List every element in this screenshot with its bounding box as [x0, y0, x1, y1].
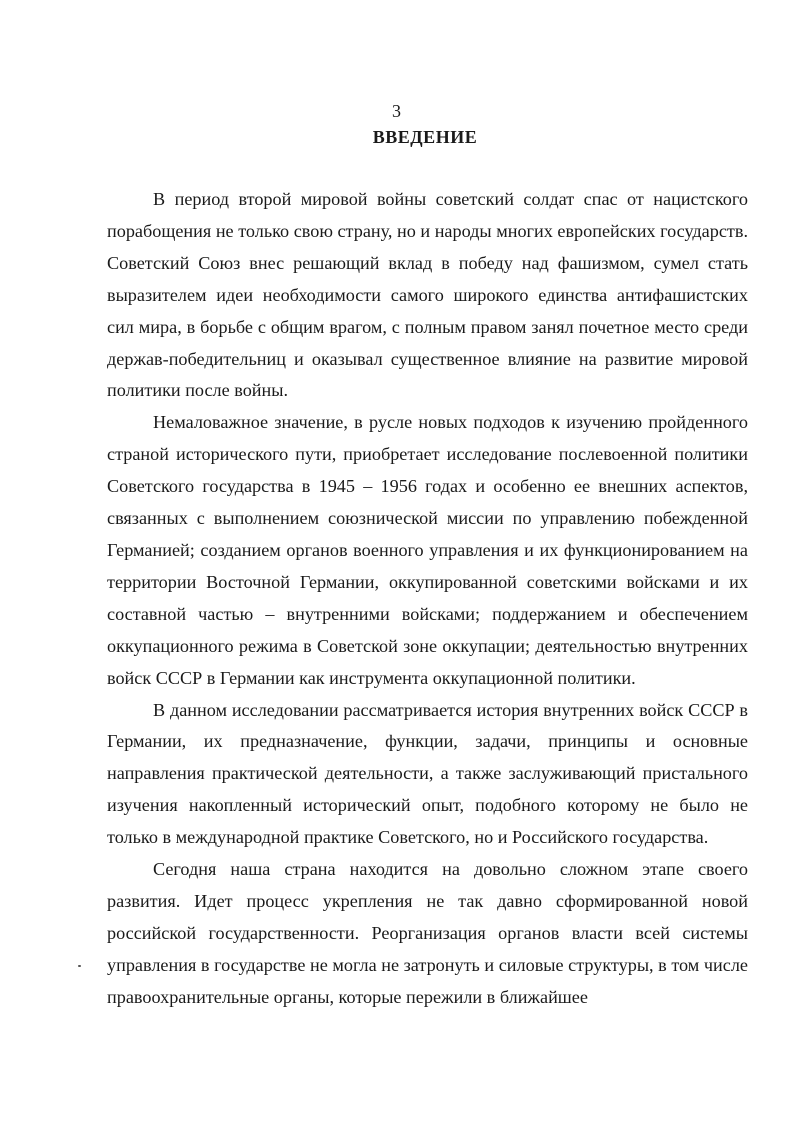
paragraph: В период второй мировой войны советский солдат спас от нацистского порабощения не только свою страну, но и народы многих европейских государств. Советский Союз внес решающий вклад в победу над фашизмом, сумел стать выразителем идеи необходимости самого широкого единства антифашистских сил мира, в борьбе с общим врагом, с полным правом занял почетное место среди держав-победительниц и оказывал существенное влияние на развитие мировой политики после войны.	[107, 189, 748, 401]
body-text	[107, 184, 748, 1014]
paragraph: Сегодня наша страна находится на довольно сложном этапе своего развития. Идет процесс укрепления не так давно сформированной новой российской государственности. Реорганизация органов власти всей системы управления в государстве не могла не затронуть и силовые структуры, в том числе правоохранительные органы, которые пережили в ближайшее	[107, 859, 748, 1007]
paragraph: В данном исследовании рассматривается история внутренних войск СССР в Германии, их предназначение, функции, задачи, принципы и основные направления практической деятельности, а также заслуживающий пристального изучения накопленный исторический опыт, подобного которому не было не только в международной практике Советского, но и Российского государства.	[107, 699, 748, 848]
scan-speck	[78, 965, 81, 967]
paragraph: Немаловажное значение, в русле новых подходов к изучению пройденного страной исторического пути, приобретает исследование послевоенной политики Советского государства в 1945 – 1956 годах и особенно ее внешних аспектов, связанных с выполнением союзнической миссии по управлению побежденной Германией; созданием органов военного управления и их функционированием на территории Восточной Германии, оккупированной советскими войсками и их составной частью – внутренними войсками; поддержанием и обеспечением оккупационного режима в Советской зоне оккупации; деятельностью внутренних войск СССР в Германии как инструмента оккупационной политики.	[107, 412, 748, 688]
page-number: 3	[392, 101, 401, 121]
section-heading: ВВЕДЕНИЕ	[372, 127, 478, 147]
